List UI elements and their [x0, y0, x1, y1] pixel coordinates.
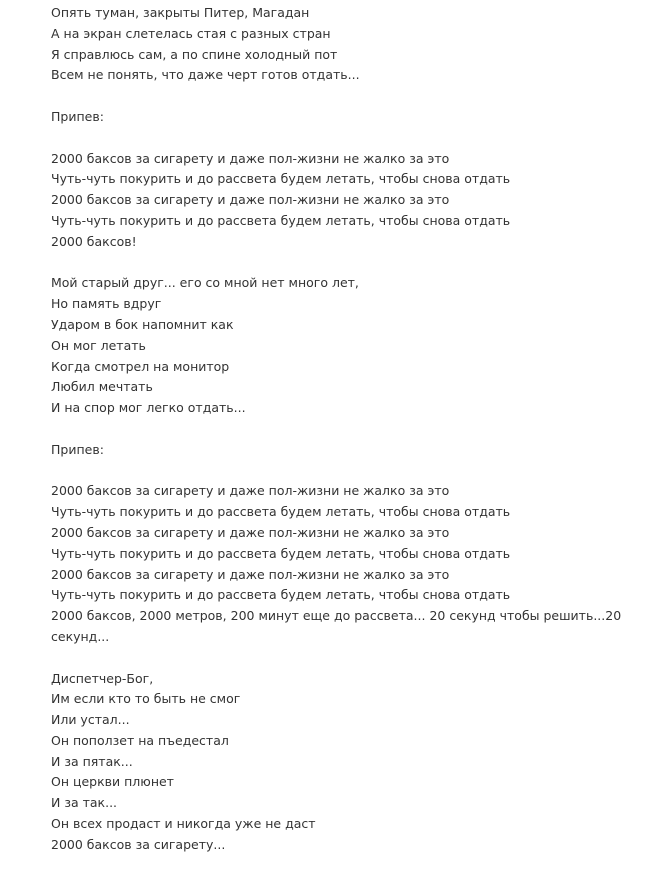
lyric-line: 2000 баксов за сигарету и даже пол-жизни не жалко за это	[51, 483, 450, 499]
lyric-line: Но память вдруг	[51, 296, 162, 312]
lyric-line: Любил мечтать	[51, 379, 153, 395]
lyric-line: Чуть-чуть покурить и до рассвета будем летать, чтобы снова отдать	[51, 171, 511, 187]
lyric-line: 2000 баксов за сигарету и даже пол-жизни не жалко за это	[51, 150, 450, 166]
chorus-2	[51, 481, 651, 647]
lyric-line: Им если кто то быть не смог	[51, 691, 241, 707]
lyric-line: Чуть-чуть покурить и до рассвета будем летать, чтобы снова отдать	[51, 587, 511, 603]
lyrics-text	[51, 3, 651, 856]
verse-3	[51, 669, 651, 856]
lyric-line: Чуть-чуть покурить и до рассвета будем летать, чтобы снова отдать	[51, 545, 511, 561]
lyric-line: Припев:	[51, 108, 104, 124]
lyric-line: Он мог летать	[51, 337, 146, 353]
lyric-line: Мой старый друг... его со мной нет много лет,	[51, 275, 359, 291]
lyric-line: 2000 баксов за сигарету...	[51, 836, 226, 852]
verse-2	[51, 273, 651, 419]
lyric-line: Припев:	[51, 441, 104, 457]
lyric-line: 2000 баксов!	[51, 233, 137, 249]
lyric-line: 2000 баксов за сигарету и даже пол-жизни не жалко за это	[51, 192, 450, 208]
lyric-line: И на спор мог легко отдать...	[51, 400, 246, 416]
lyric-line: 2000 баксов, 2000 метров, 200 минут еще до рассвета... 20 секунд чтобы решить...20	[51, 608, 622, 624]
lyric-line: 2000 баксов за сигарету и даже пол-жизни не жалко за это	[51, 566, 450, 582]
lyric-line: Всем не понять, что даже черт готов отдать...	[51, 67, 360, 83]
lyric-line: А на экран слетелась стая с разных стран	[51, 25, 331, 41]
lyric-line: Чуть-чуть покурить и до рассвета будем летать, чтобы снова отдать	[51, 504, 511, 520]
lyric-line: Я справлюсь сам, а по спине холодный пот	[51, 46, 338, 62]
chorus-label	[51, 440, 651, 461]
lyric-line: Он поползет на пъедестал	[51, 732, 229, 748]
lyric-line: Ударом в бок напомнит как	[51, 316, 234, 332]
chorus-label	[51, 107, 651, 128]
lyric-line: Он всех продаст и никогда уже не даст	[51, 816, 316, 832]
lyric-line: Или устал...	[51, 712, 130, 728]
lyric-line: секунд...	[51, 628, 110, 644]
verse-1	[51, 3, 651, 86]
lyric-line: Опять туман, закрыты Питер, Магадан	[51, 5, 310, 20]
chorus-1	[51, 149, 651, 253]
lyric-line: И за пятак...	[51, 753, 133, 769]
lyric-line: 2000 баксов за сигарету и даже пол-жизни не жалко за это	[51, 524, 450, 540]
lyric-line: Диспетчер-Бог,	[51, 670, 154, 686]
lyric-line: Он церкви плюнет	[51, 774, 174, 790]
lyric-line: Когда смотрел на монитор	[51, 358, 230, 374]
lyric-line: И за так...	[51, 795, 118, 811]
lyric-line: Чуть-чуть покурить и до рассвета будем летать, чтобы снова отдать	[51, 212, 511, 228]
